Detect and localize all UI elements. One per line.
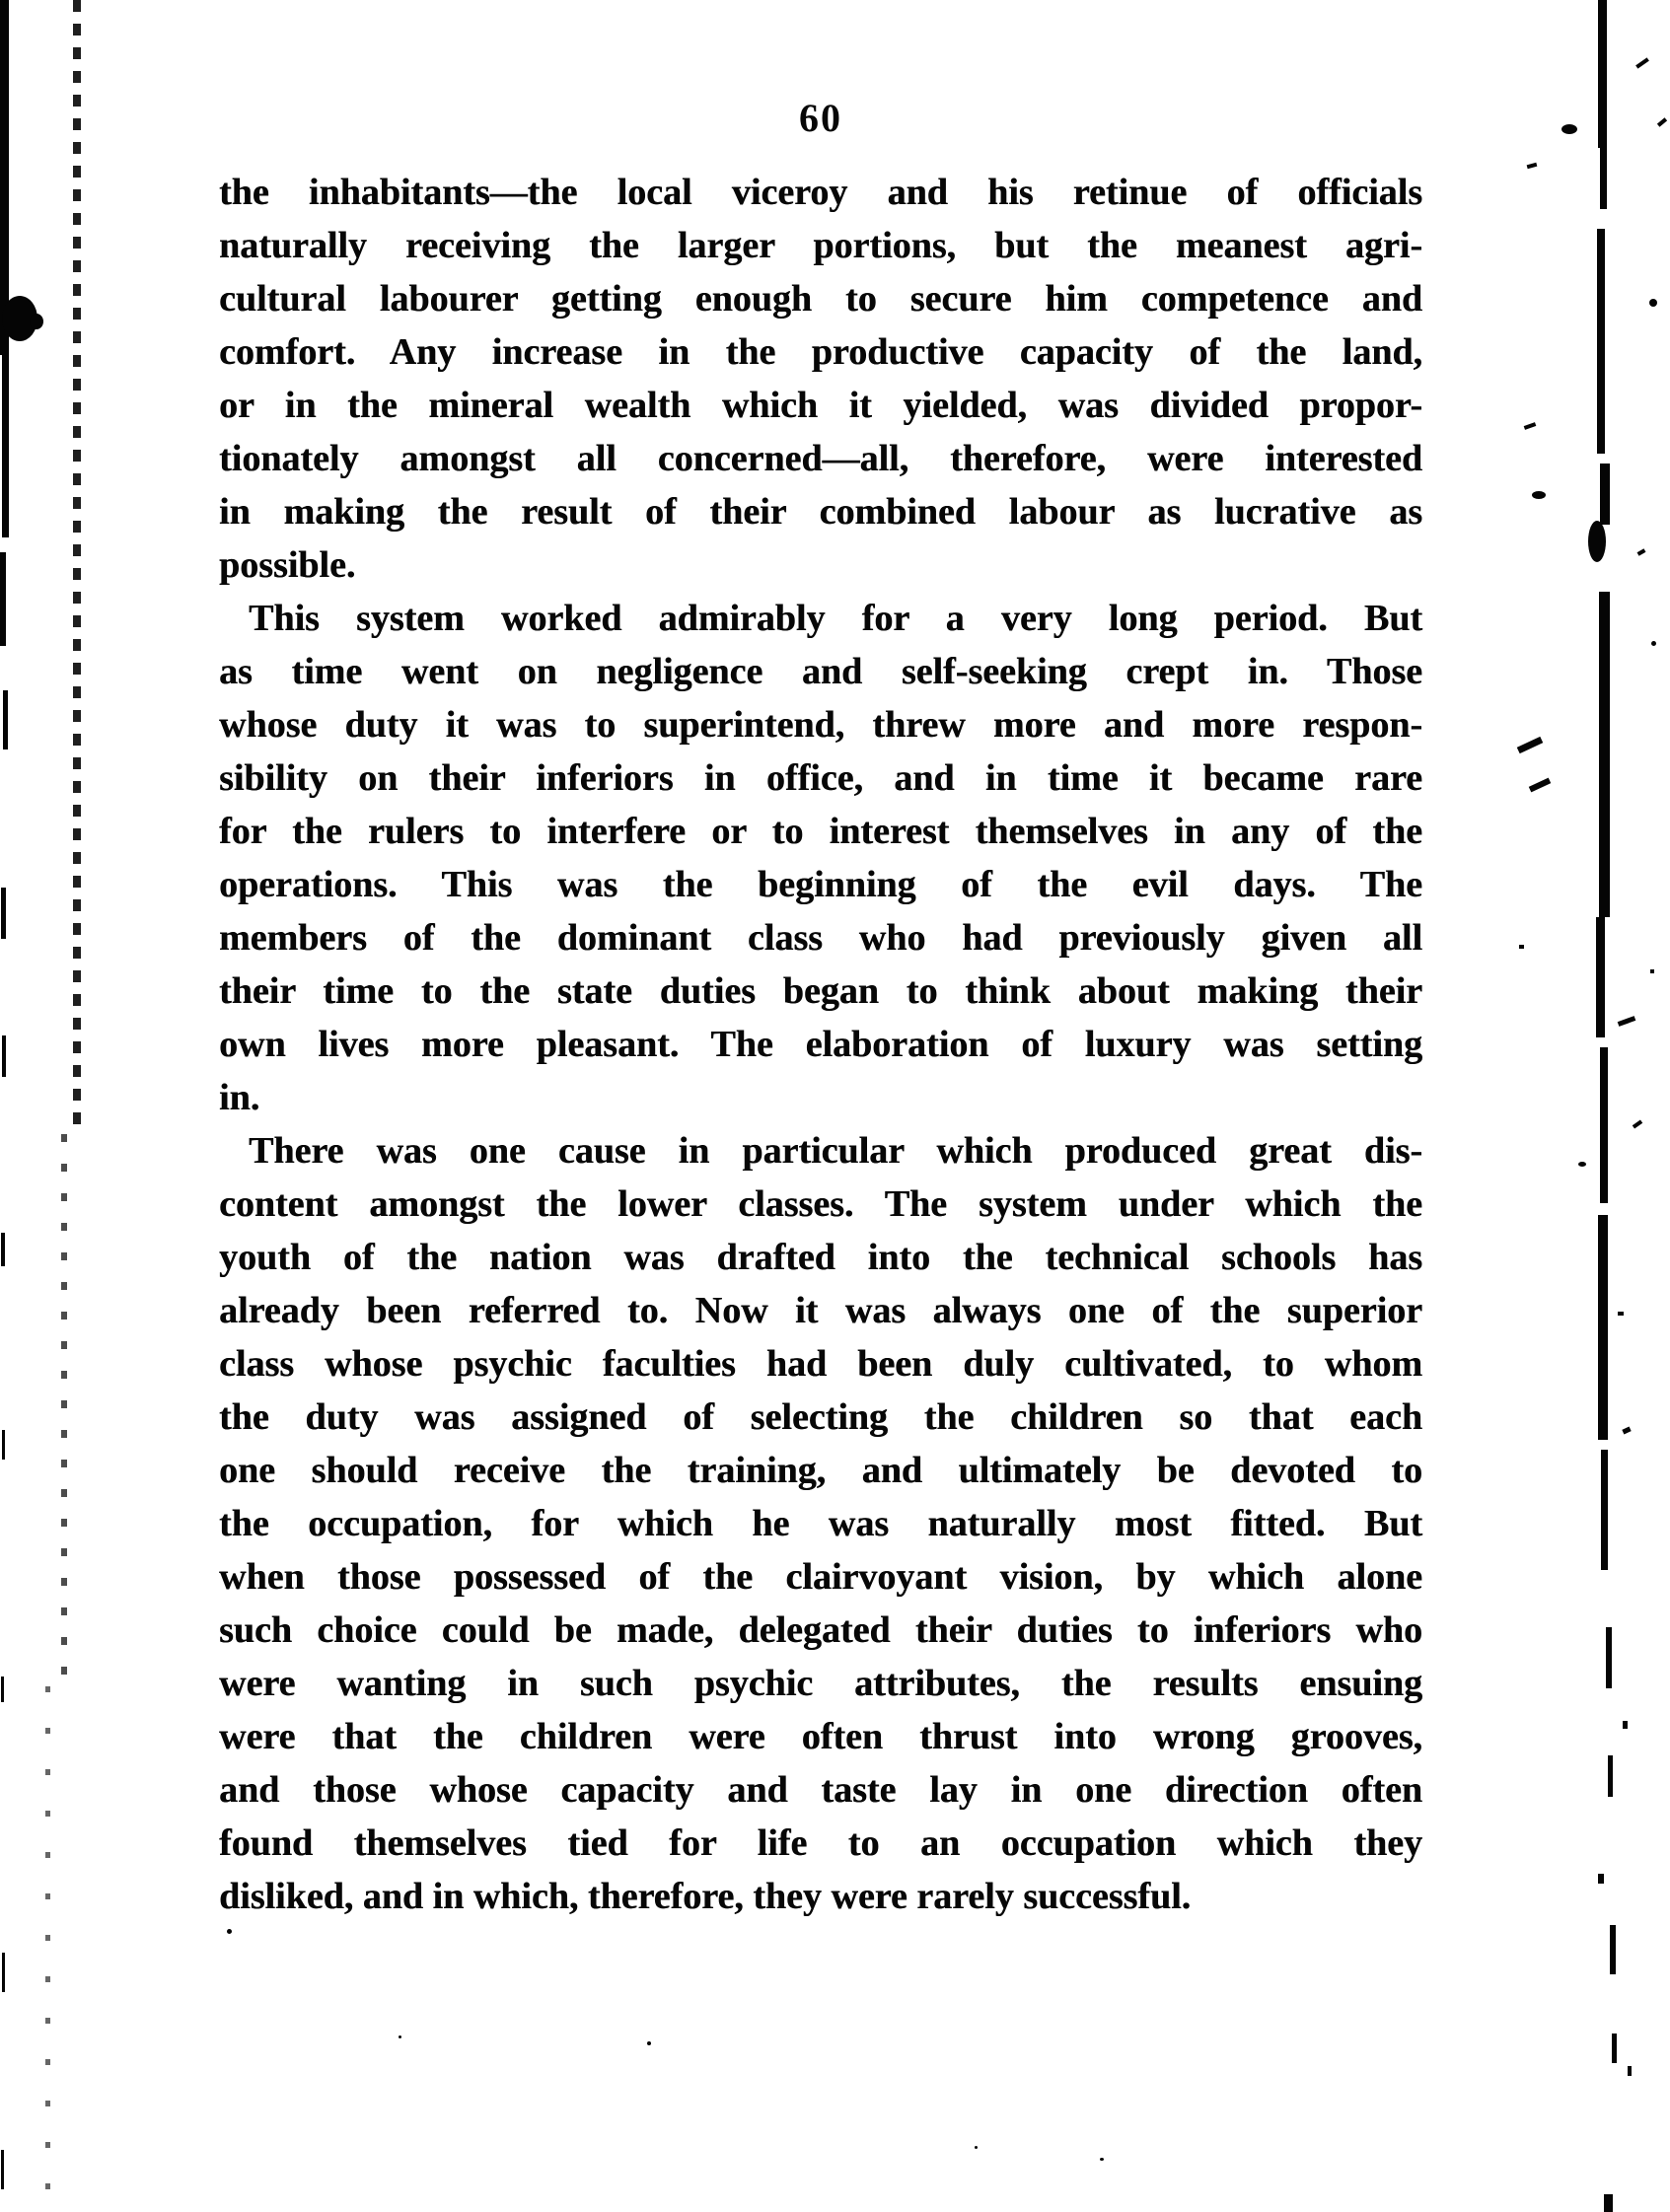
scan-speck-artifact — [1622, 1427, 1631, 1435]
scan-speck-artifact — [647, 2041, 651, 2045]
scan-speck-artifact — [1527, 163, 1538, 169]
text-line: as time went on negligence and self-seeking crept in. Those — [219, 651, 1422, 692]
scan-speck-artifact — [1604, 2194, 1613, 2212]
text-line: one should receive the training, and ultimately be devoted to — [219, 1450, 1422, 1491]
text-line: This system worked admirably for a very long period. But — [249, 598, 1422, 639]
text-line: cultural labourer getting enough to secure him competence and — [219, 278, 1422, 320]
scan-speck-artifact — [2, 1430, 5, 1460]
scan-speck-artifact — [975, 2146, 978, 2149]
scan-speck-artifact — [1628, 2066, 1632, 2076]
scan-speck-artifact — [1623, 1721, 1628, 1729]
scan-speck-artifact — [1100, 2158, 1104, 2161]
text-line: youth of the nation was drafted into the technical schools has — [219, 1237, 1422, 1278]
text-line: class whose psychic faculties had been duly cultivated, to whom — [219, 1343, 1422, 1385]
scan-speck-artifact — [1, 1233, 5, 1266]
scan-speck-artifact — [0, 552, 6, 646]
scan-speck-artifact — [1600, 148, 1607, 209]
text-line: the occupation, for which he was naturally most fitted. But — [219, 1503, 1422, 1544]
scan-speck-artifact — [1618, 1016, 1636, 1027]
scan-speck-artifact — [227, 1929, 232, 1934]
scan-speck-artifact — [1651, 641, 1656, 646]
scan-speck-artifact — [2, 1953, 5, 1992]
scan-speck-artifact — [1596, 917, 1605, 1037]
scan-speck-artifact — [1633, 1119, 1642, 1128]
scan-speck-artifact — [2, 1035, 6, 1077]
scan-speck-artifact — [1, 1677, 4, 1702]
text-line: and those whose capacity and taste lay in one direction often — [219, 1769, 1422, 1811]
scan-speck-artifact — [1524, 422, 1537, 430]
text-line: comfort. Any increase in the productive capacity of the land, — [219, 331, 1422, 373]
scan-speck-artifact — [1598, 1215, 1608, 1440]
scan-speck-artifact — [1, 888, 6, 939]
scan-speck-artifact — [2, 355, 9, 537]
text-line: possible. — [219, 544, 356, 586]
text-line: already been referred to. Now it was always one of the superior — [219, 1290, 1422, 1331]
text-line: such choice could be made, delegated their duties to inferiors who — [219, 1609, 1422, 1651]
text-line: content amongst the lower classes. The system under which the — [219, 1183, 1422, 1225]
text-line: naturally receiving the larger portions, but the meanest agri- — [219, 225, 1422, 266]
text-line: the duty was assigned of selecting the children so that each — [219, 1396, 1422, 1438]
scan-speck-artifact — [1519, 945, 1524, 949]
scan-speck-artifact — [1637, 548, 1646, 555]
text-line: tionately amongst all concerned—all, therefore, were interested — [219, 438, 1422, 479]
left-dotted-line-artifact — [73, 0, 81, 1134]
text-line: when those possessed of the clairvoyant vision, by which alone — [219, 1556, 1422, 1598]
scan-speck-artifact — [1598, 1874, 1604, 1884]
scan-speck-artifact — [1588, 521, 1606, 562]
text-line: in. — [219, 1077, 260, 1118]
scan-speck-artifact — [1599, 592, 1610, 917]
text-line: found themselves tied for life to an occupation which they — [219, 1822, 1422, 1864]
text-line: in making the result of their combined labour as lucrative as — [219, 491, 1422, 533]
left-dotted-line-artifact — [61, 1134, 67, 1686]
text-line: There was one cause in particular which produced great dis- — [249, 1130, 1422, 1172]
scan-speck-artifact — [1635, 57, 1649, 68]
text-line: whose duty it was to superintend, threw more and more respon- — [219, 704, 1422, 746]
scan-speck-artifact — [1601, 1450, 1608, 1570]
text-line: or in the mineral wealth which it yielded, was divided propor- — [219, 385, 1422, 426]
scan-speck-artifact — [1532, 491, 1546, 499]
scan-speck-artifact — [1608, 1755, 1613, 1797]
left-dotted-line-artifact — [45, 1686, 50, 2212]
scan-speck-artifact — [1606, 1627, 1612, 1688]
text-line: disliked, and in which, therefore, they were rarely successful. — [219, 1876, 1192, 1917]
text-line: for the rulers to interfere or to interest themselves in any of the — [219, 811, 1422, 852]
scan-speck-artifact — [30, 314, 43, 329]
text-line: sibility on their inferiors in office, and in time it became rare — [219, 757, 1422, 799]
scan-speck-artifact — [1600, 1047, 1608, 1203]
scan-speck-artifact — [1610, 1925, 1616, 1974]
text-block — [219, 166, 1422, 1923]
scan-speck-artifact — [1529, 778, 1551, 793]
scan-speck-artifact — [1612, 2034, 1617, 2063]
scan-speck-artifact — [1597, 229, 1605, 454]
scan-speck-artifact — [1600, 464, 1610, 525]
scan-speck-artifact — [1, 2150, 4, 2189]
scan-speck-artifact — [1657, 117, 1667, 126]
scan-speck-artifact — [1598, 0, 1607, 148]
text-line: members of the dominant class who had previously given all — [219, 917, 1422, 959]
scan-speck-artifact — [1578, 1162, 1586, 1167]
text-line: own lives more pleasant. The elaboration of luxury was setting — [219, 1024, 1422, 1065]
scan-speck-artifact — [399, 2035, 401, 2038]
page-number: 60 — [799, 96, 842, 140]
text-line: the inhabitants—the local viceroy and his retinue of officials — [219, 172, 1422, 213]
scan-speck-artifact — [1561, 124, 1577, 134]
scan-speck-artifact — [3, 690, 8, 749]
text-line: operations. This was the beginning of the evil days. The — [219, 864, 1422, 905]
scan-speck-artifact — [1618, 1312, 1624, 1316]
text-line: their time to the state duties began to think about making their — [219, 970, 1422, 1012]
scan-speck-artifact — [1517, 737, 1544, 753]
text-line: were wanting in such psychic attributes, the results ensuing — [219, 1663, 1422, 1704]
scan-speck-artifact — [1649, 299, 1657, 307]
scan-speck-artifact — [1650, 969, 1654, 973]
text-line: were that the children were often thrust into wrong grooves, — [219, 1716, 1422, 1757]
